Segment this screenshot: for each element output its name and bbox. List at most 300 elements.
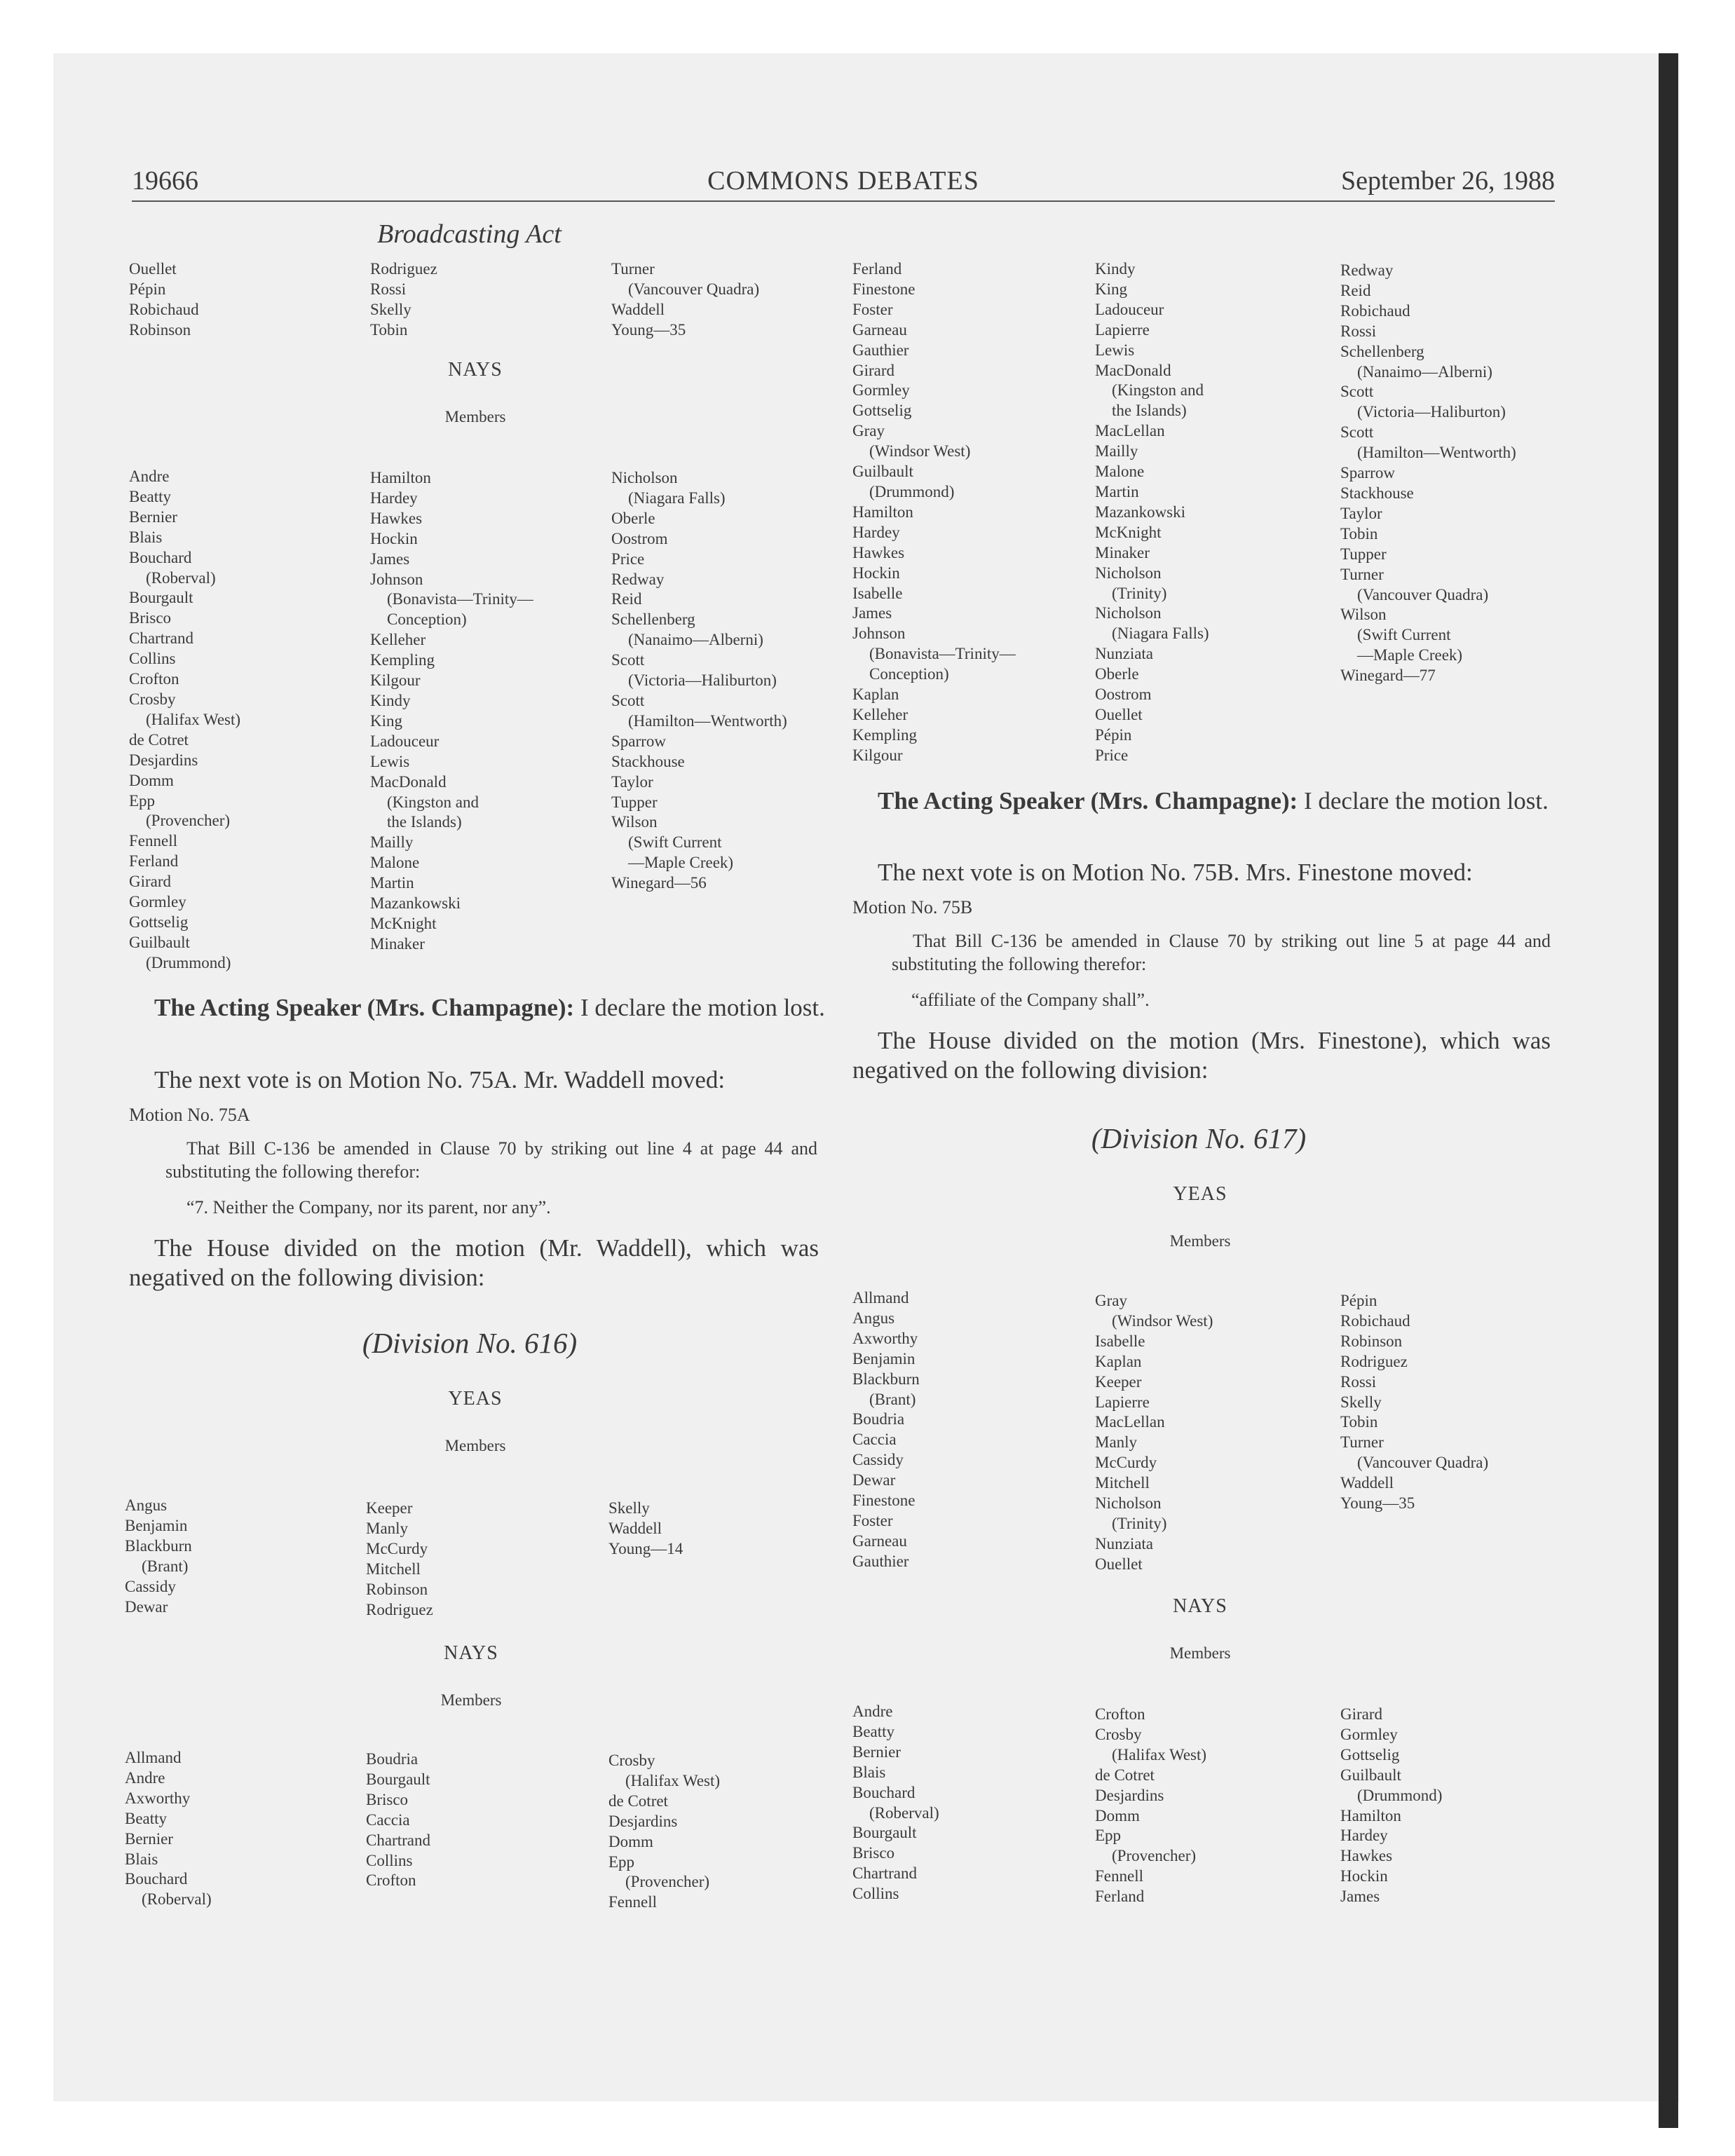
member-name: Tupper [1340,545,1387,563]
member-name: Tobin [1340,1413,1378,1431]
member-name: Nunziata [1095,645,1154,663]
member-name: (Niagara Falls) [1112,625,1209,643]
member-name: Robichaud [1340,1311,1410,1330]
member-name: Blackburn [125,1536,192,1555]
member-name: Crofton [366,1871,416,1890]
division-paragraph: The House divided on the motion (Mrs. Finestone), which was negatived on the following division: [852,1027,1551,1084]
member-name: Johnson [852,625,906,643]
member-name: Brisco [366,1790,409,1808]
member-name: —Maple Creek) [628,854,734,872]
member-name: (Provencher) [1112,1847,1197,1865]
name-column [852,259,1016,766]
member-name: Foster [852,300,893,318]
member-name: Young—14 [608,1539,683,1557]
member-name: Nunziata [1095,1534,1154,1553]
scan-edge [1659,53,1678,2128]
member-name: Waddell [611,300,665,318]
member-name: Dewar [852,1471,896,1489]
member-name: Ferland [852,260,902,278]
member-name: Caccia [366,1810,410,1829]
member-name: Hamilton [1340,1806,1401,1824]
member-name: Ouellet [129,260,177,278]
member-name: Winegard—77 [1340,667,1436,685]
name-column [1340,261,1516,686]
page-header [132,165,1555,202]
member-name: (Hamilton—Wentworth) [1357,444,1516,462]
member-name: Rossi [370,280,407,298]
name-column [125,1748,212,1910]
member-name: Kindy [1095,260,1136,278]
motion-text: That Bill C-136 be amended in Clause 70 by striking out line 5 at page 44 and substituting the following therefor: [892,931,1551,974]
member-name: Crofton [1095,1705,1145,1723]
member-name: Garneau [852,320,907,339]
member-name: Chartrand [366,1831,430,1849]
member-name: McKnight [370,914,437,932]
name-column [608,1499,683,1560]
member-name: Kelleher [370,631,426,649]
member-name: Epp [129,791,156,810]
member-name: Blais [852,1763,886,1781]
member-name: (Vancouver Quadra) [1357,585,1489,603]
member-name: Collins [852,1885,899,1903]
member-name: (Provencher) [625,1873,710,1891]
member-name: Tupper [611,793,658,811]
member-name: Bouchard [852,1783,916,1801]
member-name: (Bonavista—Trinity— [869,645,1016,663]
member-name: Kilgour [852,746,903,764]
name-column [852,1288,920,1572]
members-label: Members [440,1691,502,1709]
member-name: Isabelle [1095,1332,1145,1350]
member-name: Malone [370,854,420,872]
member-name: Ferland [129,852,179,871]
member-name: Bourgault [852,1824,917,1842]
member-name: Taylor [611,772,653,791]
name-column [125,1496,192,1617]
member-name: Angus [125,1496,168,1514]
member-name: Gormley [852,381,910,400]
member-name: Robichaud [1340,301,1410,320]
member-name: MacDonald [1095,361,1171,379]
member-name: Conception) [387,610,467,629]
member-name: (Hamilton—Wentworth) [628,711,787,730]
member-name: Guilbault [1340,1766,1401,1784]
member-name: Caccia [852,1431,897,1449]
member-name: Beatty [129,487,172,505]
name-column [1095,259,1209,766]
name-column [1340,1291,1488,1514]
member-name: Mitchell [366,1560,421,1578]
member-name: Price [1095,746,1129,764]
member-name: Collins [366,1851,413,1869]
member-name: Rodriguez [370,260,437,278]
member-name: Sparrow [1340,464,1395,482]
motion-quote: “7. Neither the Company, nor its parent, nor any”. [186,1197,551,1217]
member-name: Axworthy [125,1789,191,1807]
member-name: (Trinity) [1112,584,1167,602]
member-name: Mitchell [1095,1474,1150,1492]
member-name: Gottselig [1340,1745,1400,1763]
member-name: Guilbault [852,463,913,481]
member-name: Scott [611,691,645,709]
member-name: de Cotret [1095,1766,1155,1784]
member-name: Hawkes [1340,1847,1393,1865]
member-name: Wilson [1340,606,1387,624]
member-name: (Windsor West) [869,442,971,460]
member-name: Fennell [129,832,177,850]
member-name: Robichaud [129,300,199,318]
member-name: Kilgour [370,671,421,690]
member-name: Redway [1340,261,1394,279]
member-name: Turner [611,260,655,278]
member-name: Stackhouse [611,752,685,770]
member-name: Wilson [611,813,658,831]
member-name: Kindy [370,691,411,709]
member-name: (Drummond) [1357,1786,1443,1804]
member-name: Bernier [129,507,177,526]
member-name: Lewis [370,752,410,770]
member-name: Girard [129,873,172,891]
speaker-paragraph [129,993,830,1023]
member-name: Angus [852,1309,895,1327]
member-name: Ouellet [1095,705,1143,723]
member-name: Girard [852,361,895,379]
member-name: Hawkes [370,509,423,527]
member-name: Rossi [1340,322,1377,340]
member-name: Robinson [366,1580,428,1598]
member-name: MacDonald [370,772,447,791]
member-name: Allmand [125,1749,182,1766]
name-column [129,467,240,974]
member-name: Skelly [1340,1393,1382,1411]
member-name: Nicholson [1095,604,1162,622]
member-name: Gray [852,422,885,440]
member-name: Gottselig [129,913,189,931]
member-name: (Roberval) [146,568,216,587]
member-name: Finestone [852,1492,916,1510]
member-name: Isabelle [852,584,903,602]
next-vote: The next vote is on Motion No. 75B. Mrs. Finestone moved: [878,859,1473,886]
page-number: 19666 [132,166,198,196]
member-name: Hardey [1340,1827,1388,1845]
member-name: (Swift Current [1357,626,1451,644]
member-name: Fennell [1095,1867,1143,1885]
nays-heading: NAYS [1173,1595,1227,1617]
member-name: Garneau [852,1531,907,1550]
member-name: Young—35 [611,320,686,339]
member-name: Stackhouse [1340,484,1414,502]
member-name: (Victoria—Haliburton) [628,671,777,690]
member-name: Cassidy [852,1451,904,1469]
member-name: (Halifax West) [625,1771,721,1789]
member-name: McKnight [1095,523,1162,541]
member-name: (Bonavista—Trinity— [387,590,533,608]
member-name: Oberle [611,509,655,527]
member-name: Kaplan [1095,1352,1142,1370]
member-name: Nicholson [611,469,678,486]
member-name: Beatty [852,1722,895,1740]
member-name: Schellenberg [1340,342,1424,360]
member-name: (Kingston and [387,793,479,811]
member-name: Johnson [370,570,423,588]
member-name: Rossi [1340,1372,1377,1391]
member-name: Oberle [1095,665,1139,683]
member-name: Fennell [608,1893,657,1911]
member-name: Robinson [1340,1332,1403,1350]
member-name: Domm [608,1832,653,1850]
member-name: (Nanaimo—Alberni) [628,631,763,649]
member-name: Pépin [1340,1292,1377,1309]
member-name: (Provencher) [146,812,231,830]
speaker-paragraph [852,786,1553,816]
member-name: Axworthy [852,1329,918,1347]
member-name: Brisco [129,609,172,627]
name-column [608,1751,720,1913]
member-name: Boudria [852,1410,905,1428]
member-name: Pépin [129,280,166,298]
member-name: McCurdy [1095,1454,1157,1472]
member-name: Pépin [1095,725,1132,744]
member-name: Ladouceur [1095,300,1164,318]
name-column [366,1499,433,1620]
name-column [370,259,437,341]
member-name: Redway [611,570,665,588]
member-name: Blackburn [852,1370,920,1388]
member-name: Keeper [366,1499,413,1517]
member-name: Sparrow [611,732,666,750]
member-name: Hockin [370,529,418,547]
member-name: Lapierre [1095,1393,1150,1411]
member-name: (Vancouver Quadra) [1357,1454,1489,1472]
member-name: (Windsor West) [1112,1311,1213,1330]
division-paragraph: The House divided on the motion (Mr. Waddell), which was negatived on the following division: [129,1234,819,1291]
member-name: Gray [1095,1292,1127,1309]
member-name: Bernier [125,1829,173,1848]
member-name: Girard [1340,1705,1383,1723]
name-column [129,259,199,341]
member-name: Scott [1340,383,1374,401]
member-name: de Cotret [129,730,189,749]
member-name: Epp [1095,1827,1122,1845]
member-name: Andre [129,468,170,485]
member-name: Robinson [129,320,191,339]
member-name: Reid [611,590,642,608]
member-name: Mazankowski [1095,503,1186,521]
member-name: de Cotret [608,1792,668,1810]
member-name: —Maple Creek) [1357,646,1463,664]
member-name: Martin [370,874,414,892]
member-name: Scott [611,651,645,669]
member-name: Waddell [1340,1474,1394,1492]
member-name: Oostrom [1095,685,1152,704]
member-name: Skelly [608,1499,650,1517]
nays-heading: NAYS [448,359,503,381]
member-name: Mailly [1095,442,1138,460]
member-name: (Swift Current [628,833,722,852]
member-name: James [1340,1888,1380,1906]
speaker-statement: I declare the motion lost. [580,994,825,1021]
member-name: Cassidy [125,1577,176,1595]
member-name: Oostrom [611,529,668,547]
member-name: Crosby [1095,1725,1142,1743]
members-label: Members [444,1437,506,1454]
member-name: Benjamin [852,1349,916,1367]
member-name: Desjardins [129,751,198,769]
member-name: Hamilton [852,503,913,521]
member-name: Brisco [852,1844,895,1862]
nays-heading: NAYS [444,1642,498,1664]
member-name: Dewar [125,1597,168,1616]
member-name: Keeper [1095,1372,1142,1391]
member-name: Conception) [869,665,949,683]
speaker-name: The Acting Speaker (Mrs. Champagne): [878,787,1298,814]
member-name: Skelly [370,300,411,318]
member-name: Bouchard [129,548,192,566]
member-name: the Islands) [387,813,462,831]
member-name: (Brant) [142,1557,189,1575]
member-name: Blais [129,528,163,546]
member-name: Manly [1095,1433,1138,1452]
member-name: Kempling [370,651,435,669]
member-name: Tobin [370,320,408,339]
name-column [611,259,759,341]
member-name: Hamilton [370,469,431,486]
member-name: Desjardins [608,1812,678,1830]
member-name: Schellenberg [611,610,695,629]
next-vote: The next vote is on Motion No. 75A. Mr. Waddell moved: [154,1066,726,1093]
name-column [370,468,533,955]
member-name: Lewis [1095,341,1135,359]
member-name: Rodriguez [1340,1352,1408,1370]
member-name: McCurdy [366,1539,428,1557]
member-name: Epp [608,1853,635,1871]
member-name: Turner [1340,565,1384,583]
member-name: Foster [852,1511,893,1529]
member-name: Bourgault [129,589,193,607]
member-name: King [1095,280,1127,298]
member-name: (Brant) [869,1390,916,1408]
member-name: MacLellan [1095,422,1165,440]
member-name: Rodriguez [366,1600,433,1618]
member-name: MacLellan [1095,1413,1165,1431]
member-name: Mazankowski [370,894,461,913]
member-name: Malone [1095,463,1145,481]
motion-quote: “affiliate of the Company shall”. [911,990,1150,1010]
member-name: (Drummond) [146,953,231,971]
member-name: Hardey [852,523,900,541]
member-name: (Niagara Falls) [628,489,726,507]
member-name: Desjardins [1095,1786,1164,1804]
member-name: Crosby [129,690,176,708]
member-name: Bouchard [125,1870,188,1888]
name-column [852,1702,939,1904]
member-name: Guilbault [129,933,190,951]
member-name: (Kingston and [1112,381,1204,400]
member-name: Crosby [608,1752,655,1769]
motion-text: That Bill C-136 be amended in Clause 70 by striking out line 4 at page 44 and substituting the following therefor: [165,1138,817,1182]
member-name: Gottselig [852,402,912,420]
member-name: Hawkes [852,543,905,561]
running-head: Broadcasting Act [377,219,562,249]
member-name: Ladouceur [370,732,440,750]
yeas-heading: YEAS [1173,1183,1227,1205]
motion-number: Motion No. 75B [852,897,973,917]
division-title: (Division No. 617) [1091,1122,1307,1154]
member-name: Mailly [370,833,414,852]
member-name: Kelleher [852,705,909,723]
member-name: (Victoria—Haliburton) [1357,403,1506,421]
members-label: Members [1169,1232,1231,1250]
member-name: Crofton [129,670,179,688]
speaker-statement: I declare the motion lost. [1303,787,1549,814]
member-name: (Vancouver Quadra) [628,280,760,298]
member-name: Tobin [1340,524,1378,543]
member-name: Blais [125,1850,158,1868]
member-name: Nicholson [1095,1494,1162,1513]
member-name: Gauthier [852,341,909,359]
name-column [611,468,787,894]
division-title: (Division No. 616) [362,1327,578,1359]
member-name: Ferland [1095,1888,1145,1906]
member-name: Young—35 [1340,1494,1415,1513]
member-name: Lapierre [1095,320,1150,339]
member-name: Chartrand [129,629,193,648]
name-column [366,1749,430,1891]
member-name: Bernier [852,1742,901,1761]
member-name: Allmand [852,1289,909,1306]
member-name: Boudria [366,1750,419,1768]
member-name: Kaplan [852,685,899,704]
members-label: Members [444,408,506,425]
member-name: (Roberval) [142,1890,212,1909]
member-name: (Nanaimo—Alberni) [1357,362,1492,381]
member-name: Minaker [1095,543,1150,561]
member-name: Gormley [129,893,186,911]
publication-title: COMMONS DEBATES [707,166,979,196]
member-name: Hockin [1340,1867,1388,1885]
member-name: Chartrand [852,1864,917,1883]
member-name: Martin [1095,482,1139,500]
member-name: (Halifax West) [1112,1745,1207,1763]
member-name: Scott [1340,423,1374,442]
member-name: Benjamin [125,1516,188,1534]
member-name: Gauthier [852,1552,909,1570]
member-name: (Halifax West) [146,710,241,728]
member-name: Collins [129,650,176,668]
member-name: Turner [1340,1433,1384,1452]
member-name: King [370,711,402,730]
motion-number: Motion No. 75A [129,1105,250,1125]
name-column [1095,1705,1206,1907]
member-name: James [370,550,410,568]
member-name: Nicholson [1095,564,1162,582]
member-name: Andre [852,1703,893,1720]
name-column [1340,1705,1442,1907]
member-name: Domm [1095,1806,1140,1824]
member-name: Domm [129,771,174,789]
member-name: (Roberval) [869,1803,939,1822]
member-name: Winegard—56 [611,874,707,892]
member-name: Waddell [608,1519,662,1537]
member-name: Taylor [1340,504,1382,522]
member-name: Manly [366,1519,409,1537]
member-name: Finestone [852,280,916,298]
speaker-name: The Acting Speaker (Mrs. Champagne): [154,994,575,1021]
member-name: Beatty [125,1809,168,1827]
member-name: Bourgault [366,1770,430,1788]
member-name: James [852,604,892,622]
member-name: the Islands) [1112,402,1187,420]
